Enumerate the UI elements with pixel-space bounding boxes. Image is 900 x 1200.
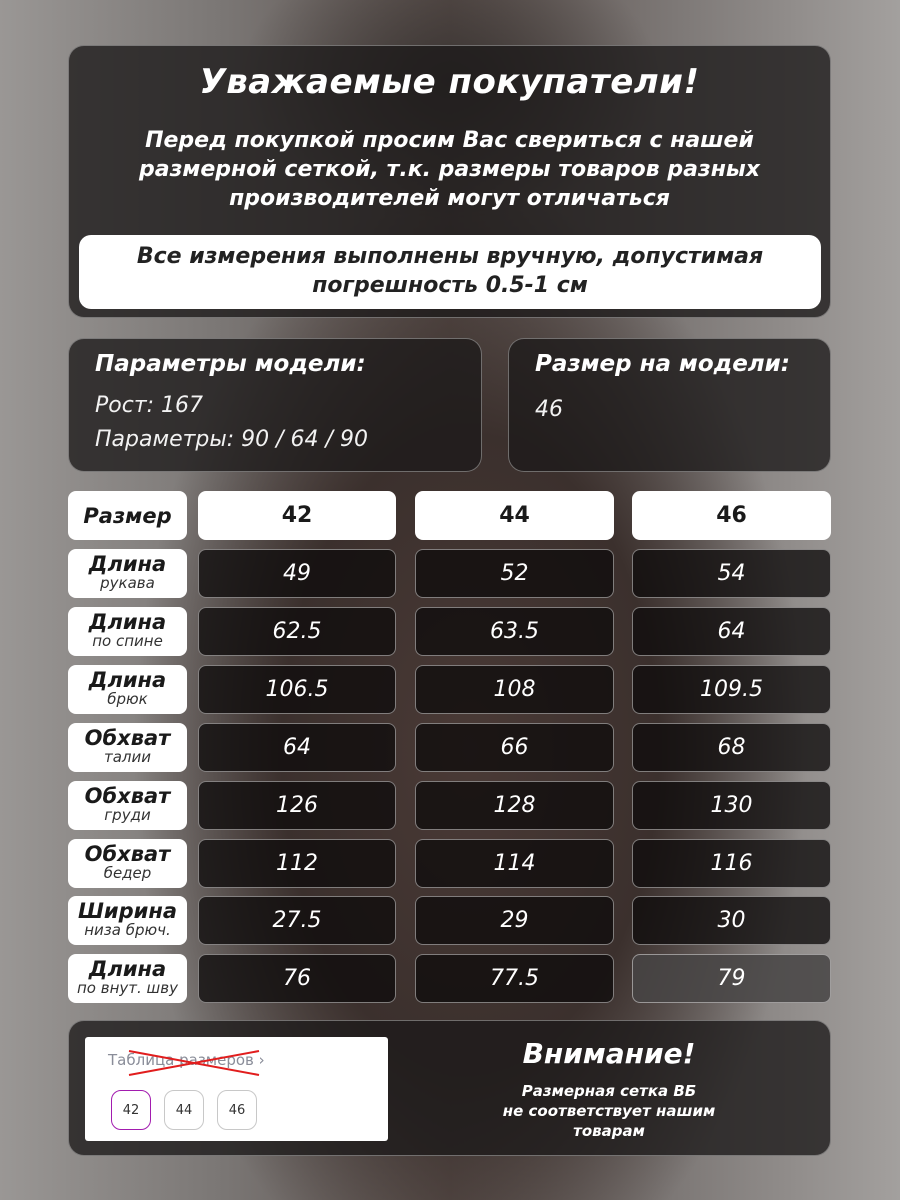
- row-label-main: Длина: [88, 551, 167, 576]
- row-label: [68, 665, 187, 714]
- measurement-note-line: Все измерения выполнены вручную, допустимая: [136, 244, 764, 269]
- notice-text: [69, 126, 830, 213]
- model-size-heading: Размер на модели:: [535, 351, 790, 377]
- row-label-main: Длина: [88, 956, 167, 981]
- table-cell: 54: [632, 549, 831, 598]
- row-label-sub: по спине: [92, 631, 163, 650]
- row-label: [68, 896, 187, 945]
- row-label-sub: брюк: [107, 689, 148, 708]
- table-cell: 128: [415, 781, 614, 830]
- size-column-header: 44: [415, 491, 614, 540]
- model-params-panel: [68, 338, 482, 472]
- model-size-value: 46: [535, 397, 563, 422]
- attention-text-line: товарам: [573, 1122, 645, 1140]
- measurement-note: [79, 235, 821, 309]
- row-label: [68, 549, 187, 598]
- notice-text-line: производителей могут отличаться: [229, 186, 670, 211]
- table-cell: 108: [415, 665, 614, 714]
- table-cell: 66: [415, 723, 614, 772]
- row-label: [68, 723, 187, 772]
- table-cell: 64: [632, 607, 831, 656]
- table-cell: 62.5: [198, 607, 396, 656]
- table-cell: 116: [632, 839, 831, 888]
- table-cell: 106.5: [198, 665, 396, 714]
- wb-size-widget-example: [85, 1037, 388, 1141]
- size-header-text: Размер: [83, 503, 172, 528]
- table-cell: 29: [415, 896, 614, 945]
- row-label-main: Обхват: [84, 725, 171, 750]
- wb-size-chip: 42: [111, 1090, 151, 1130]
- size-header-label: [68, 491, 187, 540]
- row-label-main: Обхват: [84, 841, 171, 866]
- table-cell: 130: [632, 781, 831, 830]
- wb-size-table-link: Таблица размеров ›: [108, 1051, 265, 1069]
- row-label-sub: низа брюч.: [84, 920, 171, 939]
- measurement-note-line: погрешность 0.5-1 см: [312, 273, 588, 298]
- size-column-header: 46: [632, 491, 831, 540]
- row-label-sub: груди: [104, 805, 151, 824]
- table-cell: 52: [415, 549, 614, 598]
- row-label-sub: рукава: [100, 573, 155, 592]
- notice-text-line: Перед покупкой просим Вас свериться с нашей: [145, 128, 754, 153]
- table-cell: 112: [198, 839, 396, 888]
- wb-size-chip: 46: [217, 1090, 257, 1130]
- model-params-heading: Параметры модели:: [95, 351, 366, 377]
- attention-panel: [68, 1020, 831, 1156]
- notice-text-line: размерной сеткой, т.к. размеры товаров разных: [139, 157, 760, 182]
- attention-text-line: не соответствует нашим: [502, 1102, 716, 1120]
- model-measurements: Параметры: 90 / 64 / 90: [95, 427, 368, 452]
- table-cell: 114: [415, 839, 614, 888]
- row-label: [68, 954, 187, 1003]
- row-label: [68, 839, 187, 888]
- table-cell: 30: [632, 896, 831, 945]
- table-cell: 76: [198, 954, 396, 1003]
- row-label-main: Длина: [88, 667, 167, 692]
- row-label-main: Ширина: [77, 898, 178, 923]
- notice-title: Уважаемые покупатели!: [199, 62, 700, 102]
- model-height: Рост: 167: [95, 393, 204, 418]
- table-cell: 126: [198, 781, 396, 830]
- row-label-sub: талии: [103, 747, 151, 766]
- table-cell: 64: [198, 723, 396, 772]
- row-label: [68, 781, 187, 830]
- table-cell: 49: [198, 549, 396, 598]
- attention-title: Внимание!: [522, 1037, 696, 1070]
- row-label-main: Обхват: [84, 783, 171, 808]
- table-cell: 77.5: [415, 954, 614, 1003]
- table-cell: 79: [632, 954, 831, 1003]
- model-size-panel: [508, 338, 831, 472]
- wb-size-chip: 44: [164, 1090, 204, 1130]
- row-label-sub: по внут. шву: [77, 978, 178, 997]
- size-column-header: 42: [198, 491, 396, 540]
- cross-out-icon: [125, 1045, 265, 1081]
- row-label: [68, 607, 187, 656]
- attention-text-line: Размерная сетка ВБ: [521, 1082, 697, 1100]
- table-cell: 109.5: [632, 665, 831, 714]
- table-cell: 68: [632, 723, 831, 772]
- table-cell: 63.5: [415, 607, 614, 656]
- row-label-sub: бедер: [103, 863, 152, 882]
- attention-text: [469, 1081, 749, 1141]
- table-cell: 27.5: [198, 896, 396, 945]
- notice-panel: [68, 45, 831, 318]
- row-label-main: Длина: [88, 609, 167, 634]
